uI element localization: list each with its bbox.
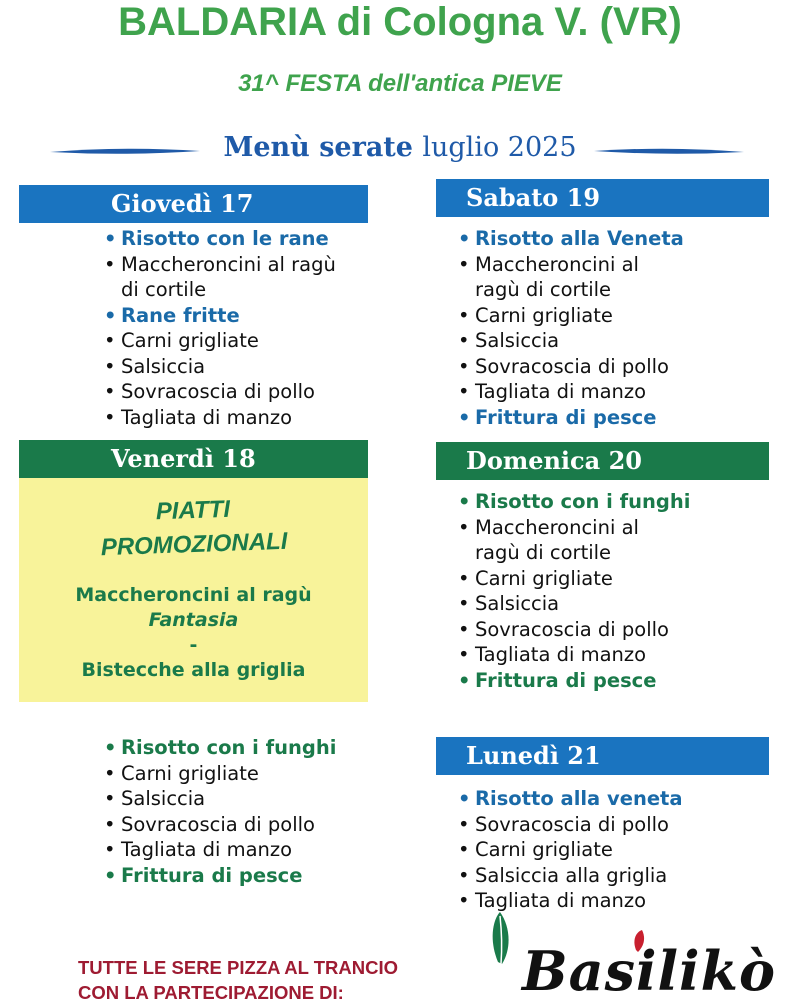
list-item: • Sovracoscia di pollo	[104, 379, 374, 405]
promo-title	[18, 488, 369, 568]
list-item: • Maccheroncini al	[458, 515, 758, 541]
promo-title-line-2: PROMOZIONALI	[100, 527, 288, 562]
list-item: • Salsiccia alla griglia	[458, 863, 758, 889]
list-item: • Salsiccia	[104, 354, 374, 380]
list-item: • Sovracoscia di pollo	[458, 354, 758, 380]
list-item: • Risotto con i funghi	[104, 735, 374, 761]
list-item: • Sovracoscia di pollo	[104, 812, 374, 838]
menu-heading-date: luglio 2025	[422, 132, 577, 163]
list-item: • Maccheroncini al ragù	[104, 252, 374, 278]
day-label-venerdi: Venerdì 18	[111, 444, 256, 473]
list-item: • Carni grigliate	[458, 303, 758, 329]
list-item: • Tagliata di manzo	[458, 888, 758, 914]
right-swoosh-decoration	[594, 146, 744, 158]
promo-separator: -	[189, 634, 198, 656]
footer-pizza-note	[78, 955, 398, 1005]
list-item: ragù di cortile	[475, 541, 612, 564]
list-item: • Sovracoscia di pollo	[458, 812, 758, 838]
list-item: • Risotto alla Veneta	[458, 226, 758, 252]
list-item: • Rane fritte	[104, 303, 374, 329]
list-item: • Salsiccia	[104, 786, 374, 812]
list-item: • Maccheroncini al	[458, 252, 758, 278]
menu-list-giovedi	[104, 226, 374, 430]
list-item: • Risotto alla veneta	[458, 786, 758, 812]
day-header-giovedi	[19, 185, 368, 223]
list-item: • Frittura di pesce	[458, 668, 758, 694]
day-header-lunedi	[436, 737, 769, 775]
menu-list-sabato	[458, 226, 758, 430]
day-label-lunedi: Lunedì 21	[466, 741, 601, 770]
list-item: • Carni grigliate	[104, 761, 374, 787]
footer-line-2: CON LA PARTECIPAZIONE DI:	[78, 982, 344, 1003]
list-item: • Sovracoscia di pollo	[458, 617, 758, 643]
promo-box	[19, 478, 368, 702]
day-header-venerdi	[19, 440, 368, 478]
list-item: • Tagliata di manzo	[104, 837, 374, 863]
list-item: • Tagliata di manzo	[458, 642, 758, 668]
promo-dish-1: Maccheroncini al ragù	[75, 584, 312, 606]
day-header-domenica	[436, 442, 769, 480]
list-item: • Carni grigliate	[458, 837, 758, 863]
event-title: BALDARIA di Cologna V. (VR)	[118, 0, 682, 44]
list-item: • Carni grigliate	[104, 328, 374, 354]
day-header-sabato	[436, 179, 769, 217]
list-item: ragù di cortile	[475, 278, 612, 301]
day-label-domenica: Domenica 20	[466, 446, 642, 475]
list-item: • Frittura di pesce	[458, 405, 758, 431]
promo-title-line-1: PIATTI	[155, 495, 231, 526]
list-item: • Salsiccia	[458, 591, 758, 617]
promo-dish-2: Bistecche alla griglia	[81, 659, 306, 681]
day-label-giovedi: Giovedì 17	[111, 189, 254, 218]
list-item: • Salsiccia	[458, 328, 758, 354]
basiliko-logo-text: Basilikò	[522, 939, 777, 1003]
menu-heading-main: Menù serate	[223, 132, 413, 163]
list-item: di cortile	[121, 278, 207, 301]
footer-line-1: TUTTE LE SERE PIZZA AL TRANCIO	[78, 957, 398, 978]
list-item: • Carni grigliate	[458, 566, 758, 592]
menu-list-venerdi	[104, 735, 374, 888]
menu-list-domenica	[458, 489, 758, 693]
list-item: • Tagliata di manzo	[458, 379, 758, 405]
event-subtitle: 31^ FESTA dell'antica PIEVE	[238, 70, 562, 97]
list-item: • Tagliata di manzo	[104, 405, 374, 431]
menu-list-lunedi	[458, 786, 758, 914]
day-label-sabato: Sabato 19	[466, 183, 601, 212]
list-item: • Risotto con i funghi	[458, 489, 758, 515]
list-item: • Frittura di pesce	[104, 863, 374, 889]
promo-dish-1-variant: Fantasia	[148, 609, 239, 631]
list-item: • Risotto con le rane	[104, 226, 374, 252]
